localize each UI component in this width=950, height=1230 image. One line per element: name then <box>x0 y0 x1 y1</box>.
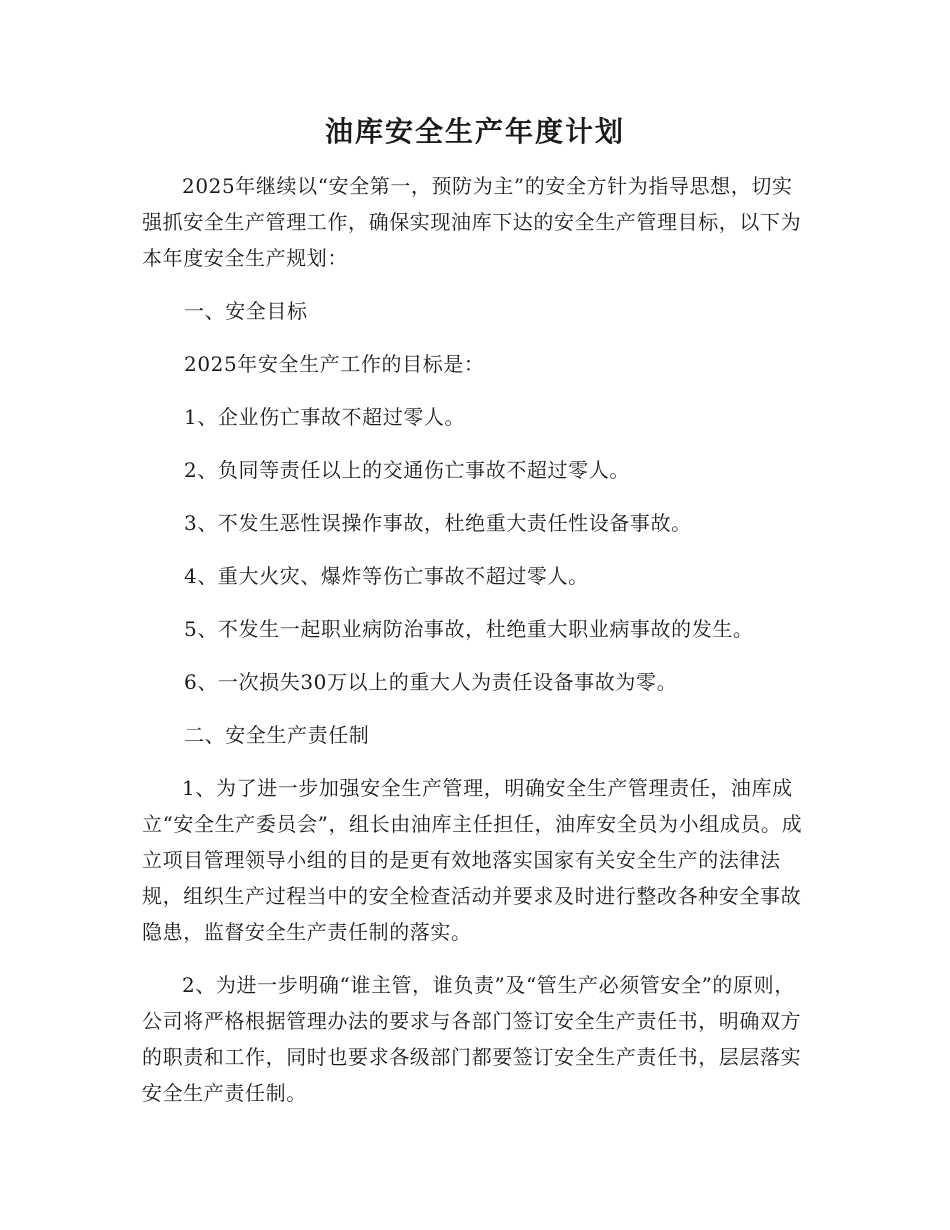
goal-item-4: 4、重大火灾、爆炸等伤亡事故不超过零人。 <box>184 564 589 588</box>
section-heading-safety-goals: 一、安全目标 <box>184 299 308 323</box>
section-heading-responsibility: 二、安全生产责任制 <box>184 723 370 747</box>
document-title: 油库安全生产年度计划 <box>324 115 625 148</box>
goals-intro: 2025年安全生产工作的目标是： <box>184 352 485 376</box>
intro-paragraph: 2025年继续以“安全第一，预防为主”的安全方针为指导思想，切实强抓安全生产管理工作，确保实现油库下达的安全生产管理目标，以下为本年度安全生产规划： <box>142 174 802 270</box>
goal-item-2: 2、负同等责任以上的交通伤亡事故不超过零人。 <box>184 458 630 482</box>
document-content <box>142 112 808 1128</box>
goal-item-3: 3、不发生恶性误操作事故，杜绝重大责任性设备事故。 <box>184 511 692 535</box>
goal-item-6: 6、一次损失30万以上的重大人为责任设备事故为零。 <box>184 670 678 694</box>
goal-item-1: 1、企业伤亡事故不超过零人。 <box>184 405 466 429</box>
responsibility-paragraph-2: 2、为进一步明确“谁主管，谁负责”及“管生产必须管安全”的原则，公司将严格根据管理办法的要求与各部门签订安全生产责任书，明确双方的职责和工作，同时也要求各级部门都要签订安全生产责任书，层层落实安全生产责任制。 <box>142 973 802 1105</box>
goal-item-5: 5、不发生一起职业病防治事故，杜绝重大职业病事故的发生。 <box>184 617 754 641</box>
responsibility-paragraph-1: 1、为了进一步加强安全生产管理，明确安全生产管理责任，油库成立“安全生产委员会”，组长由油库主任担任，油库安全员为小组成员。成立项目管理领导小组的目的是更有效地落实国家有关安全生产的法律法规，组织生产过程当中的安全检查活动并要求及时进行整改各种安全事故隐患，监督安全生产责任制的落实。 <box>142 776 803 944</box>
